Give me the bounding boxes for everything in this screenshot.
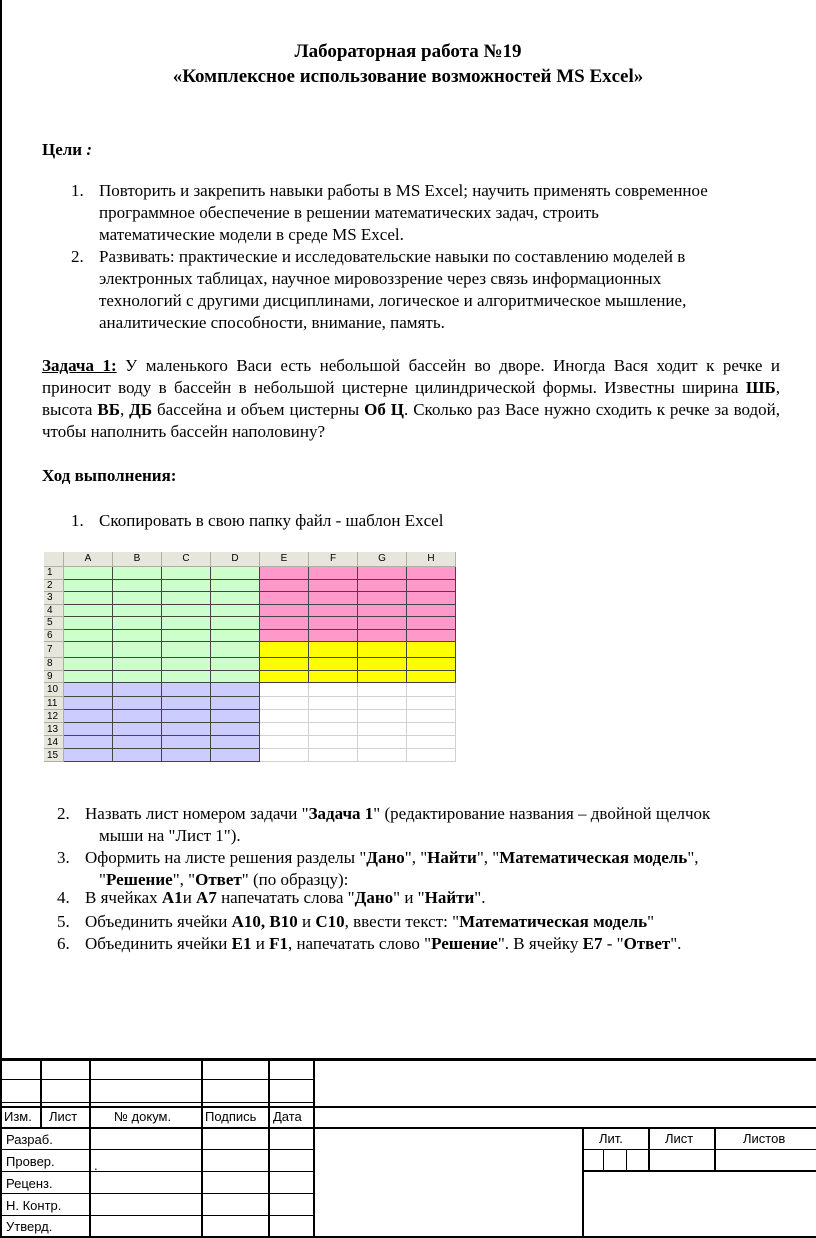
step-text bbox=[85, 911, 654, 933]
sheet-cell bbox=[260, 580, 309, 593]
step-number: 6. bbox=[57, 934, 70, 953]
stamp-line bbox=[0, 1149, 314, 1150]
task-paragraph: Задача 1: У маленького Васи есть небольшой бассейн во дворе. Иногда Вася ходит к речке и приносит воду в бассейн в небольшой цистерне цилиндрической формы. Известны ширина ШБ, высота ВБ, ДБ бассейна и объем цистерны Об Ц. Сколько раз Васе нужно сходить к речке за водой, чтобы наполнить бассейн наполовину? bbox=[42, 356, 781, 441]
sheet-cell bbox=[309, 567, 358, 580]
sheet-cell bbox=[211, 749, 260, 762]
goal-text-line: Развивать: практические и исследовательские навыки по составлению моделей в bbox=[99, 247, 686, 266]
sheet-cell bbox=[358, 580, 407, 593]
step-text-part: ", bbox=[687, 848, 699, 867]
row-header: 3 bbox=[44, 592, 64, 605]
sheet-cell bbox=[113, 630, 162, 643]
stamp-izm-label: Изм. bbox=[4, 1109, 32, 1124]
sheet-cell bbox=[211, 642, 260, 658]
step-keyword: Дано bbox=[354, 888, 394, 907]
step-keyword: Решение bbox=[431, 934, 498, 953]
step-text bbox=[85, 887, 485, 909]
sheet-cell bbox=[407, 580, 456, 593]
sheet-cell bbox=[113, 710, 162, 723]
step-number: 3. bbox=[57, 848, 70, 867]
stamp-line bbox=[268, 1058, 270, 1128]
sheet-cell bbox=[407, 723, 456, 736]
sheet-cell bbox=[260, 592, 309, 605]
step-keyword: Решение bbox=[105, 870, 173, 889]
stamp-doc-label: № докум. bbox=[114, 1109, 172, 1124]
sheet-cell bbox=[162, 642, 211, 658]
sheet-cell bbox=[162, 567, 211, 580]
stamp-dot: . bbox=[94, 1158, 98, 1173]
stamp-line bbox=[0, 1127, 816, 1129]
goal-text-line: аналитические способности, внимание, память. bbox=[99, 313, 445, 332]
sheet-cell bbox=[309, 671, 358, 684]
step-number: 4. bbox=[57, 888, 70, 907]
sheet-cell bbox=[113, 683, 162, 697]
sheet-cell bbox=[309, 658, 358, 671]
sheet-cell bbox=[211, 723, 260, 736]
stamp-line bbox=[582, 1170, 816, 1172]
sheet-cell bbox=[309, 697, 358, 710]
row-header: 2 bbox=[44, 580, 64, 593]
sheet-cell bbox=[260, 605, 309, 618]
stamp-line bbox=[89, 1058, 91, 1128]
sheet-cell bbox=[309, 749, 358, 762]
step-text-part: , напечатать слово " bbox=[287, 934, 432, 953]
stamp-line bbox=[582, 1128, 584, 1238]
step-text: Скопировать в свою папку файл - шаблон Excel bbox=[99, 511, 444, 530]
column-header: D bbox=[211, 552, 260, 567]
step-keyword: Дано bbox=[366, 848, 405, 867]
step-keyword: А1 bbox=[161, 888, 183, 907]
step-keyword: Найти bbox=[424, 888, 475, 907]
stamp-line bbox=[268, 1128, 270, 1238]
sheet-cell bbox=[211, 580, 260, 593]
sheet-cell bbox=[162, 605, 211, 618]
sheet-cell bbox=[64, 580, 113, 593]
goals-heading: Цели : bbox=[42, 140, 93, 159]
sheet-cell bbox=[113, 736, 162, 749]
page-title: Лабораторная работа №19 bbox=[294, 41, 522, 62]
sheet-cell bbox=[162, 710, 211, 723]
stamp-line bbox=[40, 1058, 42, 1128]
step-text-part: , ввести текст: " bbox=[344, 912, 460, 931]
sheet-cell bbox=[407, 736, 456, 749]
sheet-cell bbox=[358, 736, 407, 749]
sheet-cell bbox=[113, 697, 162, 710]
sheet-cell bbox=[64, 567, 113, 580]
stamp-utverd-label: Утверд. bbox=[6, 1219, 53, 1234]
sheet-cell bbox=[113, 658, 162, 671]
stamp-line bbox=[0, 1058, 816, 1061]
step-text-part: Объединить ячейки bbox=[85, 912, 232, 931]
sheet-cell bbox=[358, 697, 407, 710]
step-text-part: ", " bbox=[476, 848, 500, 867]
sheet-cell bbox=[113, 567, 162, 580]
sheet-cell bbox=[162, 617, 211, 630]
sheet-cell bbox=[64, 671, 113, 684]
sheet-cell bbox=[358, 642, 407, 658]
sheet-cell bbox=[407, 630, 456, 643]
sheet-cell bbox=[358, 605, 407, 618]
row-header: 14 bbox=[44, 736, 64, 749]
sheet-cell bbox=[358, 683, 407, 697]
column-header: G bbox=[358, 552, 407, 567]
step-keyword: Найти bbox=[427, 848, 477, 867]
row-header: 7 bbox=[44, 642, 64, 658]
step-number: 1. bbox=[71, 511, 84, 530]
row-header: 5 bbox=[44, 617, 64, 630]
step-text-part: Оформить на листе решения разделы " bbox=[85, 848, 367, 867]
sheet-cell bbox=[407, 658, 456, 671]
step-text-part: " и " bbox=[393, 888, 425, 907]
row-header: 15 bbox=[44, 749, 64, 762]
sheet-cell bbox=[358, 671, 407, 684]
sheet-cell bbox=[260, 630, 309, 643]
sheet-cell bbox=[309, 710, 358, 723]
sheet-cell bbox=[211, 658, 260, 671]
sheet-cell bbox=[64, 697, 113, 710]
sheet-cell bbox=[113, 749, 162, 762]
sheet-cell bbox=[211, 697, 260, 710]
step-keyword: Е7 bbox=[582, 934, 603, 953]
column-header: F bbox=[309, 552, 358, 567]
sheet-cell bbox=[309, 592, 358, 605]
step-keyword: А7 bbox=[196, 888, 217, 907]
sheet-cell bbox=[309, 605, 358, 618]
stamp-date-label: Дата bbox=[273, 1109, 302, 1124]
stamp-lit-label: Лит. bbox=[599, 1131, 623, 1146]
step-text-part: напечатать слова " bbox=[216, 888, 355, 907]
sheet-cell bbox=[309, 580, 358, 593]
sheet-cell bbox=[309, 736, 358, 749]
sheet-cell bbox=[162, 580, 211, 593]
step-keyword: Математическая модель bbox=[459, 912, 648, 931]
stamp-retsenz-label: Реценз. bbox=[6, 1176, 53, 1191]
step-text-part: " bbox=[99, 870, 106, 889]
sheet-cell bbox=[64, 605, 113, 618]
stamp-line bbox=[626, 1150, 627, 1171]
step-text-part: и bbox=[297, 912, 316, 931]
sheet-cell bbox=[358, 617, 407, 630]
sheet-cell bbox=[260, 749, 309, 762]
step-keyword: Задача 1 bbox=[308, 804, 374, 823]
goal-number: 2. bbox=[71, 247, 84, 266]
sheet-cell bbox=[260, 642, 309, 658]
sheet-cell bbox=[358, 630, 407, 643]
sheet-cell bbox=[211, 683, 260, 697]
sheet-cell bbox=[64, 617, 113, 630]
stamp-line bbox=[0, 1079, 314, 1080]
sheet-cell bbox=[162, 749, 211, 762]
step-text-part: Объединить ячейки bbox=[85, 934, 232, 953]
row-header: 6 bbox=[44, 630, 64, 643]
stamp-line bbox=[201, 1128, 203, 1238]
row-header: 8 bbox=[44, 658, 64, 671]
sheet-cell bbox=[113, 642, 162, 658]
sheet-cell bbox=[64, 749, 113, 762]
column-header: H bbox=[407, 552, 456, 567]
sheet-cell bbox=[64, 592, 113, 605]
sheet-cell bbox=[260, 683, 309, 697]
sheet-cell bbox=[309, 683, 358, 697]
sheet-cell bbox=[407, 617, 456, 630]
sheet-cell bbox=[162, 683, 211, 697]
step-number: 5. bbox=[57, 912, 70, 931]
stamp-line bbox=[0, 1102, 314, 1103]
column-header: C bbox=[162, 552, 211, 567]
step-text-part: В ячейках bbox=[85, 888, 162, 907]
sheet-cell bbox=[113, 592, 162, 605]
sheet-cell bbox=[260, 658, 309, 671]
sheet-cell bbox=[64, 683, 113, 697]
step-number: 2. bbox=[57, 804, 70, 823]
progress-heading: Ход выполнения: bbox=[42, 466, 177, 485]
sheet-cell bbox=[211, 671, 260, 684]
sheet-cell bbox=[407, 749, 456, 762]
step-text-part: Назвать лист номером задачи " bbox=[85, 804, 309, 823]
goal-text-line: Повторить и закрепить навыки работы в MS Excel; научить применять современное bbox=[99, 181, 708, 200]
goal-text-line: математические модели в среде MS Excel. bbox=[99, 225, 404, 244]
step-keyword: С10 bbox=[315, 912, 345, 931]
column-header: B bbox=[113, 552, 162, 567]
sheet-cell bbox=[113, 605, 162, 618]
stamp-listov-label: Листов bbox=[743, 1131, 786, 1146]
sheet-corner bbox=[44, 552, 64, 567]
sheet-cell bbox=[211, 630, 260, 643]
goal-text-line: программное обеспечение в решении математических задач, строить bbox=[99, 203, 599, 222]
stamp-line bbox=[0, 1215, 314, 1216]
sheet-cell bbox=[260, 723, 309, 736]
step-keyword: Математическая модель bbox=[499, 848, 688, 867]
goal-number: 1. bbox=[71, 181, 84, 200]
sheet-cell bbox=[162, 671, 211, 684]
sheet-cell bbox=[407, 683, 456, 697]
sheet-cell bbox=[211, 592, 260, 605]
sheet-cell bbox=[407, 605, 456, 618]
step-text-part: и bbox=[251, 934, 270, 953]
sheet-cell bbox=[407, 642, 456, 658]
sheet-cell bbox=[407, 567, 456, 580]
sheet-cell bbox=[309, 642, 358, 658]
stamp-line bbox=[582, 1149, 816, 1150]
step-text-part: " bbox=[647, 912, 655, 931]
step-text-part: ". bbox=[474, 888, 486, 907]
row-header: 11 bbox=[44, 697, 64, 710]
step-keyword: Ответ bbox=[623, 934, 671, 953]
step-keyword: F1 bbox=[269, 934, 288, 953]
sheet-cell bbox=[260, 617, 309, 630]
sheet-cell bbox=[309, 630, 358, 643]
sheet-cell bbox=[407, 671, 456, 684]
goal-text-line: электронных таблицах, научное мировоззрение через связь информационных bbox=[99, 269, 662, 288]
stamp-line bbox=[0, 1106, 816, 1108]
sheet-cell bbox=[162, 658, 211, 671]
row-header: 9 bbox=[44, 671, 64, 684]
sheet-cell bbox=[358, 710, 407, 723]
excel-template-image bbox=[44, 552, 457, 777]
row-header: 1 bbox=[44, 567, 64, 580]
column-header: A bbox=[64, 552, 113, 567]
title-block-stamp bbox=[0, 1058, 816, 1238]
sheet-cell bbox=[64, 642, 113, 658]
sheet-cell bbox=[211, 605, 260, 618]
sheet-cell bbox=[309, 617, 358, 630]
sheet-cell bbox=[358, 749, 407, 762]
step-text-part: и bbox=[182, 888, 197, 907]
step-keyword: Е1 bbox=[231, 934, 252, 953]
sheet-cell bbox=[64, 710, 113, 723]
stamp-line bbox=[0, 1171, 314, 1172]
sheet-cell bbox=[113, 580, 162, 593]
step-keyword: Ответ bbox=[195, 870, 242, 889]
step-text-part: " (по образцу): bbox=[241, 870, 349, 889]
sheet-cell bbox=[407, 697, 456, 710]
sheet-cell bbox=[260, 671, 309, 684]
stamp-line bbox=[89, 1128, 91, 1238]
stamp-line bbox=[648, 1128, 650, 1172]
sheet-cell bbox=[64, 736, 113, 749]
sheet-cell bbox=[64, 630, 113, 643]
step-text-part: ". bbox=[670, 934, 682, 953]
sheet-cell bbox=[358, 658, 407, 671]
column-header: E bbox=[260, 552, 309, 567]
sheet-cell bbox=[309, 723, 358, 736]
task-label: Задача 1: bbox=[42, 356, 117, 375]
row-header: 10 bbox=[44, 683, 64, 697]
stamp-nkontr-label: Н. Контр. bbox=[6, 1198, 62, 1213]
sheet-cell bbox=[260, 697, 309, 710]
sheet-cell bbox=[162, 697, 211, 710]
sheet-cell bbox=[211, 710, 260, 723]
stamp-prover-label: Провер. bbox=[6, 1154, 55, 1169]
sheet-cell bbox=[260, 567, 309, 580]
sheet-cell bbox=[162, 630, 211, 643]
step-text-part: " (редактирование названия – двойной щелчок bbox=[373, 804, 711, 823]
stamp-list2-label: Лист bbox=[665, 1131, 694, 1146]
page-subtitle: «Комплексное использование возможностей MS Excel» bbox=[172, 66, 644, 87]
sheet-cell bbox=[162, 592, 211, 605]
sheet-cell bbox=[64, 723, 113, 736]
step-text-cont bbox=[99, 825, 241, 847]
row-header: 13 bbox=[44, 723, 64, 736]
sheet-cell bbox=[64, 658, 113, 671]
stamp-line bbox=[313, 1058, 315, 1238]
step-keyword: А10, В10 bbox=[231, 912, 298, 931]
row-header: 12 bbox=[44, 710, 64, 723]
sheet-cell bbox=[211, 567, 260, 580]
step-text-part: - " bbox=[602, 934, 624, 953]
step-text-part: ", " bbox=[172, 870, 196, 889]
sheet-cell bbox=[162, 723, 211, 736]
stamp-list-label: Лист bbox=[49, 1109, 78, 1124]
sheet-cell bbox=[113, 671, 162, 684]
sheet-cell bbox=[211, 736, 260, 749]
step-text-part: мыши на "Лист 1"). bbox=[99, 826, 241, 845]
step-text bbox=[85, 803, 710, 825]
sheet-cell bbox=[260, 736, 309, 749]
goal-text-line: технологий с другими дисциплинами, логическое и алгоритмическое мышление, bbox=[99, 291, 687, 310]
step-text bbox=[85, 847, 699, 869]
sheet-cell bbox=[407, 592, 456, 605]
stamp-razrab-label: Разраб. bbox=[6, 1132, 53, 1147]
stamp-line bbox=[714, 1128, 716, 1172]
stamp-line bbox=[201, 1058, 203, 1128]
step-text bbox=[85, 933, 681, 955]
sheet-cell bbox=[407, 710, 456, 723]
sheet-cell bbox=[260, 710, 309, 723]
stamp-line bbox=[0, 1193, 314, 1194]
step-text-part: ". В ячейку bbox=[497, 934, 583, 953]
sheet-cell bbox=[113, 617, 162, 630]
sheet-cell bbox=[211, 617, 260, 630]
step-text-part: ", " bbox=[404, 848, 428, 867]
sheet-cell bbox=[358, 567, 407, 580]
sheet-cell bbox=[113, 723, 162, 736]
sheet-cell bbox=[358, 592, 407, 605]
row-header: 4 bbox=[44, 605, 64, 618]
stamp-sign-label: Подпись bbox=[205, 1109, 257, 1124]
stamp-line bbox=[603, 1150, 604, 1171]
sheet-cell bbox=[358, 723, 407, 736]
sheet-cell bbox=[162, 736, 211, 749]
